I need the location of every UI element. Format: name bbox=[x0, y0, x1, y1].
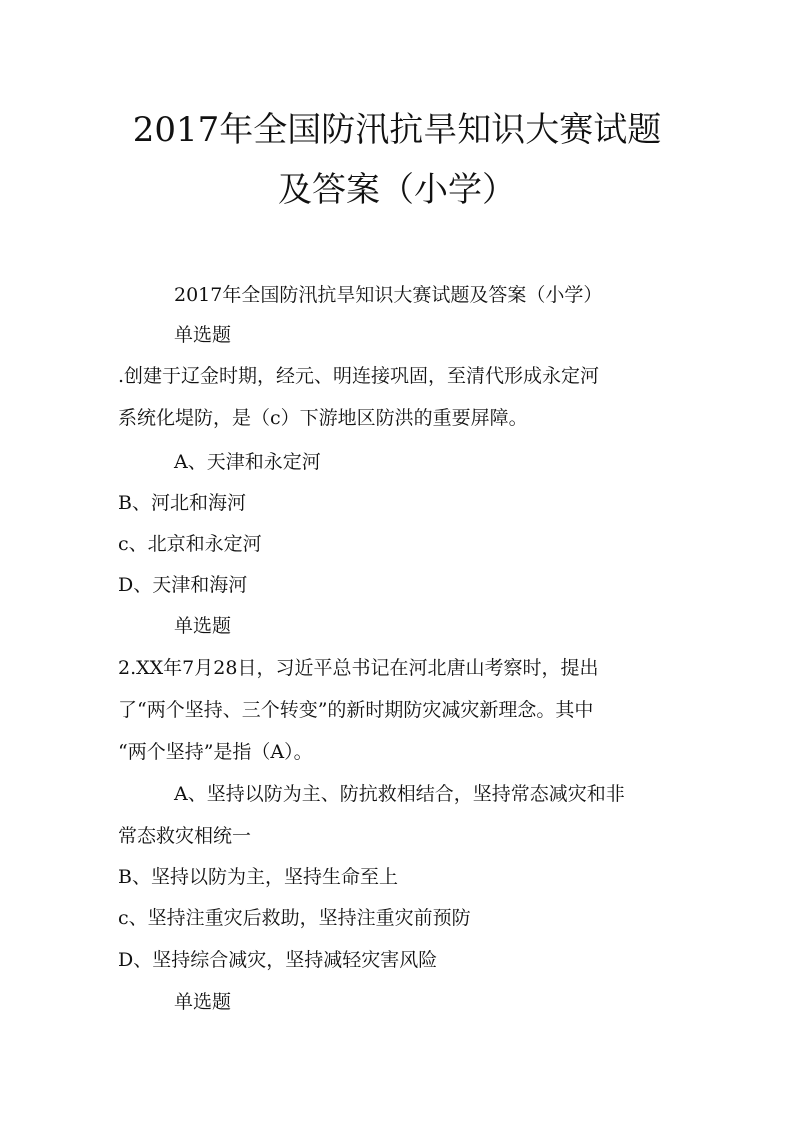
question-3-type: 单选题 bbox=[174, 991, 232, 1013]
question-1-option-d: D、天津和海河 bbox=[118, 574, 248, 596]
question-2-option-d: D、坚持综合减灾，坚持减轻灾害风险 bbox=[118, 949, 438, 971]
question-1-stem-line-2: 系统化堤防，是（c）下游地区防洪的重要屏障。 bbox=[118, 407, 528, 429]
question-2-option-a-line-2: 常态救灾相统一 bbox=[118, 825, 252, 847]
question-2-option-a-line-1: A、坚持以防为主、防抗救相结合，坚持常态减灾和非 bbox=[174, 783, 625, 805]
question-2-option-c: c、坚持注重灾后救助，坚持注重灾前预防 bbox=[118, 907, 471, 929]
question-2-stem-line-3: “两个坚持”是指（A）。 bbox=[118, 741, 313, 763]
question-1-option-a: A、天津和永定河 bbox=[174, 451, 321, 473]
question-1-stem-line-1: .创建于辽金时期，经元、明连接巩固，至清代形成永定河 bbox=[118, 365, 600, 387]
question-2-stem-line-1: 2.XX年7月28日，习近平总书记在河北唐山考察时，提出 bbox=[118, 657, 599, 679]
question-2-stem-line-2: 了“两个坚持、三个转变”的新时期防灾减灾新理念。其中 bbox=[118, 699, 594, 721]
document-subtitle: 2017年全国防汛抗旱知识大赛试题及答案（小学） bbox=[174, 284, 603, 306]
question-1-type: 单选题 bbox=[174, 324, 232, 346]
question-2-type: 单选题 bbox=[174, 615, 232, 637]
question-2-option-b: B、坚持以防为主，坚持生命至上 bbox=[118, 866, 398, 888]
question-1-option-c: c、北京和永定河 bbox=[118, 533, 262, 555]
question-1-option-b: B、河北和海河 bbox=[118, 492, 246, 514]
document-title-line-1: 2017年全国防汛抗旱知识大赛试题 bbox=[132, 110, 662, 150]
document-title-line-2: 及答案（小学） bbox=[278, 170, 516, 210]
